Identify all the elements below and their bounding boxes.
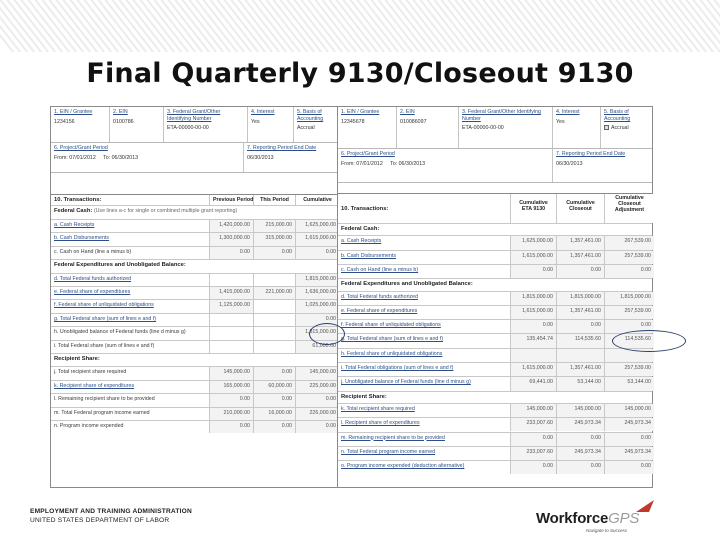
right-row-cum-adjust: 1,815,000.00 <box>604 292 654 305</box>
left-sec-federal-cash: Federal Cash: <box>54 208 93 214</box>
left-ein-cell <box>51 107 109 142</box>
left-form-9130 <box>50 106 338 488</box>
left-period-row <box>51 143 337 173</box>
left-basis-cell <box>293 107 339 142</box>
left-project-period-label[interactable]: 6. Project/Grant Period <box>54 145 108 151</box>
left-table-row <box>51 393 337 406</box>
right-row-cum-closeout: 0.00 <box>556 433 604 446</box>
left-row-this: 0.00 <box>253 247 295 259</box>
right-row-cum-closeout: 0.00 <box>556 320 604 333</box>
left-row-previous: 0.00 <box>209 421 253 433</box>
left-table-row <box>51 326 337 339</box>
right-table-row <box>338 460 652 474</box>
left-row-this <box>253 300 295 312</box>
agency-name: EMPLOYMENT AND TRAINING ADMINISTRATION <box>30 508 192 515</box>
left-row-cumulative: 1,815,000.00 <box>295 327 339 339</box>
left-row-label[interactable]: a. Cash Receipts <box>54 222 95 228</box>
right-table-row <box>338 446 652 460</box>
highlight-oval-left <box>309 323 345 345</box>
left-table-row <box>51 246 337 259</box>
right-columns-row <box>338 193 652 223</box>
left-table-row <box>51 232 337 245</box>
right-row-cum-9130: 1,615,000.00 <box>510 306 556 319</box>
right-row-cum-adjust: 0.00 <box>604 433 654 446</box>
left-row-label: j. Total recipient share required <box>54 369 127 376</box>
right-row-label[interactable]: g. Total Federal share (sum of lines e and f) <box>341 336 444 343</box>
left-period-to: To: 06/30/2013 <box>103 154 139 161</box>
left-table-row <box>51 366 337 379</box>
left-ein2-value: 0100786 <box>113 118 134 125</box>
right-row-label[interactable]: m. Remaining recipient share to be provided <box>341 434 445 441</box>
right-table-row <box>338 376 652 390</box>
right-row-label[interactable]: j. Unobligated balance of Federal funds (line d minus g) <box>341 379 471 386</box>
logo-word: Workforce <box>536 510 609 527</box>
left-row-label[interactable]: b. Cash Disbursements <box>54 235 110 242</box>
right-row-cum-closeout: 1,357,461.00 <box>556 251 604 264</box>
right-row-cum-closeout: 1,357,461.00 <box>556 306 604 319</box>
right-header-row <box>338 107 652 149</box>
right-row-label[interactable]: b. Cash Disbursements <box>341 252 397 259</box>
right-row-cum-9130: 0.00 <box>510 320 556 333</box>
left-period-from: From: 07/01/2012 <box>54 154 96 161</box>
right-row-cum-9130: 145,000.00 <box>510 404 556 417</box>
department-name: UNITED STATES DEPARTMENT OF LABOR <box>30 517 170 524</box>
left-grant-number-label[interactable]: 3. Federal Grant/Other Identifying Number <box>167 109 221 122</box>
right-grant-number-label[interactable]: 3. Federal Grant/Other Identifying Number <box>462 109 541 122</box>
left-ein2-label[interactable]: 2. EIN <box>113 109 128 115</box>
right-row-cum-adjust: 267,539.00 <box>604 236 654 249</box>
left-row-cumulative: 1,815,000.00 <box>295 274 339 286</box>
right-table-row <box>338 305 652 319</box>
left-row-this: 0.00 <box>253 394 295 406</box>
right-row-label[interactable]: i. Total Federal obligations (sum of lines e and f) <box>341 365 454 371</box>
left-grant-number-value: ETA-00000-00-00 <box>167 125 209 132</box>
right-table-row <box>338 235 652 249</box>
left-row-previous: 165,000.00 <box>209 381 253 393</box>
right-row-label[interactable]: e. Federal share of expenditures <box>341 307 418 314</box>
left-row-label[interactable]: d. Total Federal funds authorized <box>54 275 132 282</box>
right-row-cum-closeout: 1,357,461.00 <box>556 363 604 376</box>
left-table-row <box>51 286 337 299</box>
left-table-row <box>51 380 337 393</box>
highlight-oval-right <box>612 330 686 352</box>
right-row-label[interactable]: f. Federal share of unliquidated obligations <box>341 322 441 329</box>
left-table-row <box>51 313 337 326</box>
right-period-row <box>338 149 652 183</box>
right-row-label[interactable]: o. Program income expended (deduction alternative) <box>341 463 465 470</box>
right-row-cum-9130: 233,007.60 <box>510 447 556 460</box>
right-row-label[interactable]: n. Total Federal program income earned <box>341 448 436 455</box>
right-table-row <box>338 250 652 264</box>
left-section-title: Recipient Share: <box>54 356 100 362</box>
right-row-cum-9130 <box>510 349 556 362</box>
right-row-cum-adjust: 257,539.00 <box>604 306 654 319</box>
left-row-previous: 210,000.00 <box>209 408 253 420</box>
right-row-cum-9130: 69,441.00 <box>510 377 556 390</box>
left-row-this <box>253 341 295 353</box>
left-interest-label[interactable]: 4. Interest <box>251 109 275 115</box>
left-row-this: 60,000.00 <box>253 381 295 393</box>
right-col-cum-adjust: Cumulative Closeout Adjustment <box>604 194 654 223</box>
left-interest-value: Yes <box>251 118 260 125</box>
left-col-cumulative: Cumulative <box>295 195 339 205</box>
left-table-row <box>51 273 337 286</box>
right-row-cum-closeout: 53,144.00 <box>556 377 604 390</box>
right-row-label[interactable]: l. Recipient share of expenditures <box>341 420 420 427</box>
left-row-previous <box>209 341 253 353</box>
right-table-row <box>338 291 652 305</box>
right-row-cum-adjust: 114,535.60 <box>604 334 654 347</box>
left-header-row <box>51 107 337 143</box>
right-project-period-cell <box>338 149 552 182</box>
left-ein-label[interactable]: 1. EIN / Grantee <box>54 109 93 115</box>
left-row-this: 0.00 <box>253 421 295 433</box>
right-ein-label[interactable]: 1. EIN / Grantee <box>341 109 380 115</box>
right-period-values <box>341 161 549 167</box>
left-row-previous <box>209 274 253 286</box>
left-table-row <box>51 219 337 232</box>
right-basis-cell <box>600 107 654 148</box>
right-ein2-cell <box>396 107 458 148</box>
right-row-cum-closeout: 114,535.60 <box>556 334 604 347</box>
left-row-this: 0.00 <box>253 367 295 379</box>
left-section-header <box>51 353 337 366</box>
right-section-title: Recipient Share: <box>341 393 387 400</box>
decorative-stripe-band <box>0 0 720 52</box>
right-row-cum-adjust: 245,973.34 <box>604 447 654 460</box>
right-row-cum-adjust: 0.00 <box>604 461 654 474</box>
right-table-row <box>338 333 652 347</box>
right-row-cum-9130: 1,625,000.00 <box>510 236 556 249</box>
left-row-this: 16,000.00 <box>253 408 295 420</box>
left-section-header <box>51 259 337 272</box>
right-table-row <box>338 264 652 278</box>
left-row-label[interactable]: f. Federal share of unliquidated obligations <box>54 302 154 309</box>
left-project-period-cell <box>51 143 243 172</box>
right-row-cum-9130: 0.00 <box>510 265 556 278</box>
left-row-previous <box>209 314 253 326</box>
right-grant-number-cell <box>458 107 552 148</box>
left-row-this <box>253 274 295 286</box>
right-row-cum-9130: 233,007.60 <box>510 418 556 431</box>
left-row-previous: 1,125,000.00 <box>209 300 253 312</box>
left-col-transactions: 10. Transactions: <box>54 197 102 203</box>
left-grant-number-cell <box>163 107 247 142</box>
right-row-cum-closeout: 245,973.34 <box>556 447 604 460</box>
right-report-end-cell <box>552 149 654 182</box>
left-table-row <box>51 340 337 353</box>
right-row-cum-9130: 0.00 <box>510 461 556 474</box>
right-col-transactions: 10. Transactions: <box>341 206 389 212</box>
right-row-label[interactable]: d. Total Federal funds authorized <box>341 293 419 300</box>
left-row-label: n. Program income expended <box>54 423 124 429</box>
left-basis-value: Accrual <box>297 125 315 132</box>
right-table-row <box>338 348 652 362</box>
right-interest-value: Yes <box>556 118 565 125</box>
right-row-cum-closeout: 245,973.34 <box>556 418 604 431</box>
left-table-row <box>51 407 337 420</box>
right-row-cum-adjust: 53,144.00 <box>604 377 654 390</box>
left-row-cumulative: 225,000.00 <box>295 381 339 393</box>
right-row-cum-adjust: 245,973.34 <box>604 418 654 431</box>
right-row-cum-adjust: 257,539.00 <box>604 251 654 264</box>
right-row-label[interactable]: k. Total recipient share required <box>341 405 415 412</box>
left-interest-cell <box>247 107 293 142</box>
left-row-previous: 1,420,000.00 <box>209 220 253 232</box>
left-row-this <box>253 327 295 339</box>
left-report-end-value: 06/30/2013 <box>247 154 274 161</box>
left-federal-cash-note: (Use lines a-c for single or combined multiple grant reporting) <box>93 208 238 214</box>
right-row-cum-9130: 1,815,000.00 <box>510 292 556 305</box>
right-report-end-value: 06/30/2013 <box>556 160 583 167</box>
left-row-label: l. Remaining recipient share to be provided <box>54 396 155 403</box>
left-row-cumulative: 0.00 <box>295 247 339 259</box>
right-row-label[interactable]: c. Cash on Hand (line a minus b) <box>341 266 419 273</box>
left-row-cumulative: 1,025,000.00 <box>295 300 339 312</box>
left-ein-value: 1234156 <box>54 118 75 125</box>
left-columns-row <box>51 194 337 205</box>
left-section-title: Federal Expenditures and Unobligated Balance: <box>54 262 186 269</box>
right-table-row <box>338 403 652 417</box>
right-row-cum-adjust: 145,000.00 <box>604 404 654 417</box>
left-row-label: h. Unobligated balance of Federal funds (line d minus g) <box>54 329 186 336</box>
left-period-values <box>54 155 240 161</box>
left-row-label[interactable]: g. Total Federal share (sum of lines e and f) <box>54 315 157 322</box>
left-row-this: 315,000.00 <box>253 233 295 245</box>
left-row-label: i. Total Federal share (sum of lines e and f) <box>54 342 155 349</box>
agency-footer <box>30 508 192 524</box>
right-row-cum-9130: 0.00 <box>510 433 556 446</box>
left-row-cumulative: 0.00 <box>295 421 339 433</box>
left-col-previous: Previous Period <box>209 195 253 205</box>
right-row-cum-closeout: 1,815,000.00 <box>556 292 604 305</box>
right-row-cum-closeout <box>556 349 604 362</box>
right-ein-cell <box>338 107 396 148</box>
right-section-title: Federal Cash: <box>341 226 380 232</box>
left-row-previous: 1,300,000.00 <box>209 233 253 245</box>
right-ein2-value: 010086097 <box>400 118 427 125</box>
right-row-cum-closeout: 1,357,461.00 <box>556 236 604 249</box>
left-row-cumulative: 0.00 <box>295 314 339 326</box>
right-section-header <box>338 278 652 290</box>
right-report-end-label[interactable]: 7. Reporting Period End Date <box>556 151 626 157</box>
left-row-label: m. Total Federal program income earned <box>54 409 150 416</box>
right-period-to: To: 06/30/2013 <box>390 160 426 167</box>
left-ein2-cell <box>109 107 163 142</box>
right-row-cum-9130: 135,454.74 <box>510 334 556 347</box>
right-table-row <box>338 319 652 333</box>
left-row-this: 221,000.00 <box>253 287 295 299</box>
left-row-previous <box>209 327 253 339</box>
left-basis-label[interactable]: 5. Basis of Accounting <box>297 109 324 122</box>
right-grant-number-value: ETA-00000-00-00 <box>462 125 504 132</box>
right-basis-value-wrap <box>604 125 651 131</box>
left-row-cumulative: 1,625,000.00 <box>295 220 339 232</box>
left-table-row <box>51 299 337 312</box>
right-interest-cell <box>552 107 600 148</box>
left-row-cumulative: 1,636,000.00 <box>295 287 339 299</box>
slide-title: Final Quarterly 9130/Closeout 9130 <box>86 58 634 89</box>
right-row-cum-adjust: 0.00 <box>604 320 654 333</box>
right-row-label[interactable]: a. Cash Receipts <box>341 238 382 245</box>
right-table-row <box>338 362 652 376</box>
right-section-header <box>338 391 652 403</box>
left-report-end-label[interactable]: 7. Reporting Period End Date <box>247 145 317 151</box>
right-col-cum-closeout: Cumulative Closeout <box>556 194 604 223</box>
left-table-row <box>51 420 337 433</box>
left-row-previous: 0.00 <box>209 394 253 406</box>
left-row-label: c. Cash on Hand (line a minus b) <box>54 248 132 255</box>
left-row-this: 215,000.00 <box>253 220 295 232</box>
right-col-cum-9130: Cumulative ETA 9130 <box>510 194 556 223</box>
workforce-gps-logo <box>536 498 686 536</box>
left-row-cumulative: 145,000.00 <box>295 367 339 379</box>
right-interest-label[interactable]: 4. Interest <box>556 109 580 115</box>
left-row-cumulative: 1,615,000.00 <box>295 233 339 245</box>
right-basis-value: Accrual <box>611 125 629 132</box>
left-col-this: This Period <box>253 195 295 205</box>
right-table-row <box>338 432 652 446</box>
left-report-end-cell <box>243 143 339 172</box>
left-federal-cash-text <box>51 206 339 219</box>
logo-suffix: GPS <box>608 510 640 527</box>
right-table-row <box>338 417 652 431</box>
left-row-previous: 1,415,000.00 <box>209 287 253 299</box>
right-project-period-label[interactable]: 6. Project/Grant Period <box>341 151 395 157</box>
right-row-label[interactable]: h. Federal share of unliquidated obligations <box>341 350 443 357</box>
right-row-cum-adjust: 0.00 <box>604 265 654 278</box>
right-basis-label[interactable]: 5. Basis of Accounting <box>604 109 631 122</box>
left-federal-cash-header <box>51 205 337 219</box>
left-row-label[interactable]: e. Federal share of expenditures <box>54 289 131 295</box>
logo-tagline: Navigate to Success <box>586 528 628 533</box>
right-row-cum-closeout: 145,000.00 <box>556 404 604 417</box>
left-row-label[interactable]: k. Recipient share of expenditures <box>54 382 135 389</box>
right-row-cum-adjust: 257,539.00 <box>604 363 654 376</box>
left-row-cumulative: 61,000.00 <box>295 341 339 353</box>
right-section-title: Federal Expenditures and Unobligated Balance: <box>341 281 473 288</box>
right-ein-value: 12345678 <box>341 118 365 125</box>
right-row-cum-closeout: 0.00 <box>556 461 604 474</box>
right-row-cum-9130: 1,615,000.00 <box>510 251 556 264</box>
logo-wordmark <box>536 510 639 527</box>
left-row-cumulative: 226,000.00 <box>295 408 339 420</box>
accrual-checkbox[interactable] <box>604 125 609 130</box>
left-row-this <box>253 314 295 326</box>
left-row-cumulative: 0.00 <box>295 394 339 406</box>
left-row-previous: 0.00 <box>209 247 253 259</box>
right-period-from: From: 07/01/2012 <box>341 160 383 167</box>
right-row-cum-9130: 1,615,000.00 <box>510 363 556 376</box>
right-row-cum-closeout: 0.00 <box>556 265 604 278</box>
left-row-previous: 145,000.00 <box>209 367 253 379</box>
right-section-header <box>338 223 652 235</box>
right-ein2-label[interactable]: 2. EIN <box>400 109 415 115</box>
right-form-closeout <box>337 106 653 488</box>
